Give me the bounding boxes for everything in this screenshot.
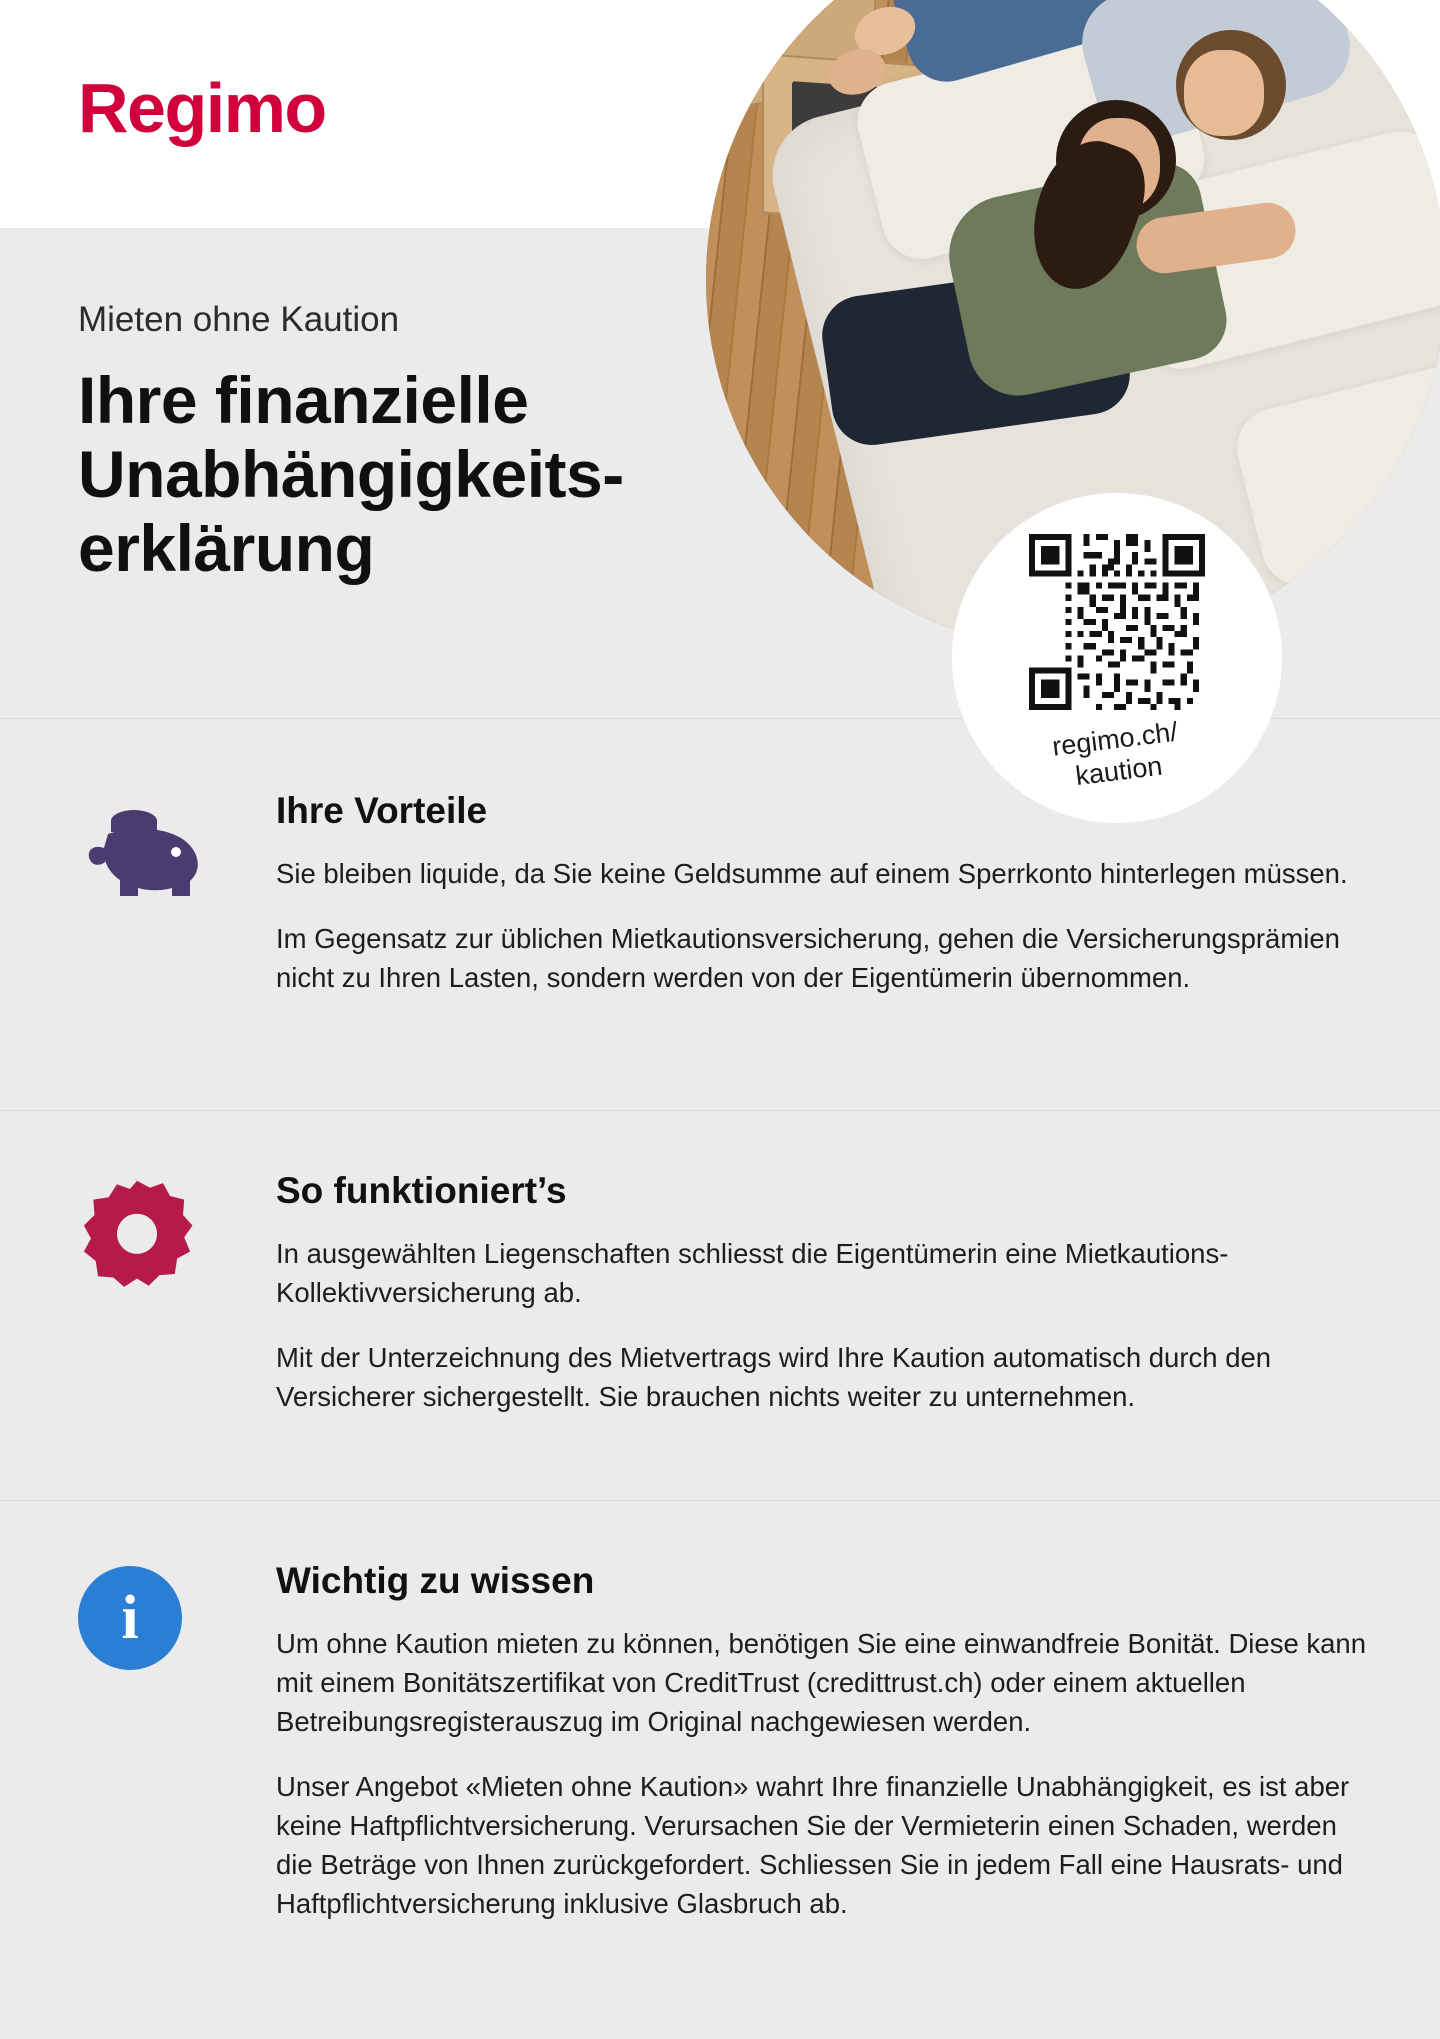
- section-icon-wrap: [78, 790, 276, 997]
- qr-label: [1051, 717, 1184, 796]
- section-paragraph: In ausgewählten Liegenschaften schliesst die Eigentümerin eine Mietkautions-Kollektivversicherung ab.: [276, 1238, 1229, 1309]
- qr-badge[interactable]: [952, 493, 1282, 823]
- section-paragraph: Im Gegensatz zur üblichen Mietkautionsversicherung, gehen die Versicherungsprämien nicht zu Ihren Lasten, sondern werden von der Eigentümerin übernommen.: [276, 923, 1340, 994]
- person-b-face: [1184, 50, 1264, 136]
- headline-line-3: erklärung: [78, 510, 375, 585]
- section-paragraph: Mit der Unterzeichnung des Mietvertrags wird Ihre Kaution automatisch durch den Versicherer sichergestellt. Sie brauchen nichts weiter zu unternehmen.: [276, 1342, 1272, 1413]
- qr-code-icon: [1029, 534, 1205, 710]
- piggy-bank-icon: [78, 796, 208, 908]
- section-paragraph: Sie bleiben liquide, da Sie keine Geldsumme auf einem Sperrkonto hinterlegen müssen.: [276, 858, 1348, 889]
- section-icon-wrap: [78, 1560, 276, 1923]
- brand-logo: Regimo: [78, 69, 326, 147]
- qr-label-line2: kaution: [1073, 750, 1164, 792]
- hero-title-block: [78, 300, 838, 586]
- info-icon: [78, 1566, 182, 1670]
- section-divider: [0, 1500, 1440, 1501]
- section-title: So funktioniert’s: [276, 1170, 567, 1211]
- page-title: [78, 364, 838, 586]
- hero-kicker: Mieten ohne Kaution: [78, 300, 400, 339]
- section-body: [276, 790, 1368, 997]
- gear-icon: [78, 1176, 196, 1294]
- section-divider: [0, 1110, 1440, 1111]
- section-paragraph: Unser Angebot «Mieten ohne Kaution» wahrt Ihre finanzielle Unabhängigkeit, es ist aber keine Haftpflichtversicherung. Verursachen Sie der Vermieterin einen Schaden, werden die Beträge von Ihnen zurückgefordert. Schliessen Sie in jedem Fall eine Hausrats- und Haftpflichtversicherung inklusive Glasbruch ab.: [276, 1771, 1350, 1920]
- section-icon-wrap: [78, 1170, 276, 1416]
- section-body: [276, 1560, 1368, 1923]
- section-wichtig-zu-wissen: [78, 1560, 1368, 1923]
- section-vorteile: [78, 790, 1368, 997]
- qr-label-line1: regimo.ch/: [1050, 716, 1180, 762]
- section-body: [276, 1170, 1368, 1416]
- section-title: Wichtig zu wissen: [276, 1560, 595, 1601]
- headline-line-2: Unabhängigkeits-: [78, 436, 624, 511]
- section-so-funktionierts: [78, 1170, 1368, 1416]
- section-paragraph: Um ohne Kaution mieten zu können, benötigen Sie eine einwandfreie Bonität. Diese kann mit einem Bonitätszertifikat von CreditTrust (credittrust.ch) oder einem aktuellen Betreibungsregisterauszug im Original nachgewiesen werden.: [276, 1628, 1367, 1738]
- section-title: Ihre Vorteile: [276, 790, 488, 831]
- headline-line-1: Ihre finanzielle: [78, 363, 529, 437]
- info-icon-glyph: i: [121, 1583, 139, 1652]
